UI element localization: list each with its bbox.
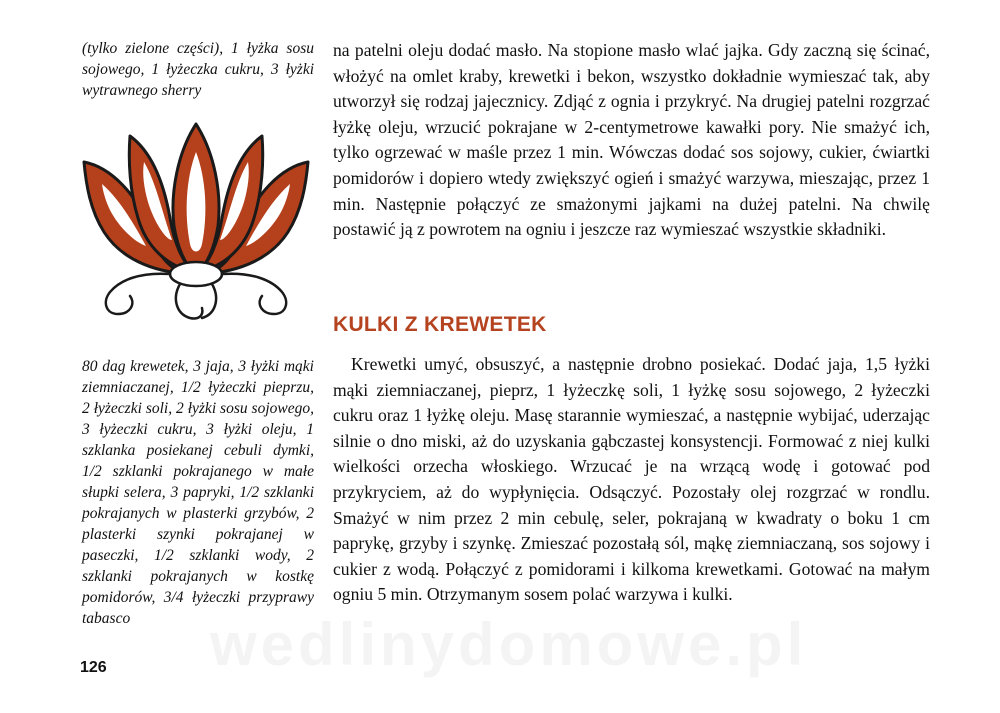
recipe-text-shrimp-balls: Krewetki umyć, obsuszyć, a następnie drobno posiekać. Dodać jaja, 1,5 łyżki mąki ziemniaczanej, pieprz, 1 łyżeczkę soli, 1 łyżkę sosu sojowego, 2 łyżeczki cukru oraz 1 łyżkę oleju. Masę starannie wymieszać, a następnie wybijać, uderzając silnie o dno miski, aż do uzyskania gąbczastej konsystencji. Formować z niej kulki wielkości orzecha włoskiego. Wrzucać je na wrzącą wodę i gotować pod przykryciem, aż do wypłynięcia. Odsączyć. Pozostały olej rozgrzać w rondlu. Smażyć w nim przez 2 min cebulę, seler, pokrajaną w kwadraty o boku 1 cm paprykę, grzyby i szynkę. Zmieszać pozostałą sól, mąkę ziemniaczaną, sos sojowy i cukier z wodą. Połączyć z pomidorami i kilkoma krewetkami. Gotować na małym ogniu 5 min. Otrzymanym sosem polać warzywa i kulki.: [333, 354, 930, 605]
recipe-heading: KULKI Z KREWETEK: [333, 313, 547, 336]
lotus-flower-illustration: [80, 122, 312, 328]
page-number: 126: [80, 659, 107, 676]
ingredients-continued: (tylko zielone części), 1 łyżka sosu sojowego, 1 łyżeczka cukru, 3 łyżki wytrawnego sherry: [82, 40, 314, 99]
watermark: [210, 610, 807, 679]
ingredients-shrimp-balls: 80 dag krewetek, 3 jaja, 3 łyżki mąki ziemniaczanej, 1/2 łyżeczki pieprzu, 2 łyżeczki soli, 2 łyżki sosu sojowego, 3 łyżeczki cukru, 3 łyżki oleju, 1 szklanka posiekanej cebuli dymki, 1/2 szklanki pokrajanego w małe słupki selera, 3 papryki, 1/2 szklanki pokrajanych w plasterki grzybów, 2 plasterki szynki pokrajanej w paseczki, 1/2 szklanki wody, 2 szklanki pokrajanych w kostkę pomidorów, 3/4 łyżeczki przyprawy tabasco: [82, 358, 314, 627]
recipe-text-continued: na patelni oleju dodać masło. Na stopione masło wlać jajka. Gdy zaczną się ścinać, włożyć na omlet kraby, krewetki i bekon, wszystko dokładnie wymieszać tak, aby utworzył się rodzaj jajecznicy. Zdjąć z ognia i przykryć. Na drugiej patelni rozgrzać łyżkę oleju, wrzucić pokrajane w 2-centymetrowe kawałki pory. Nie smażyć ich, tylko ogrzewać w maśle przez 1 min. Wówczas dodać sos sojowy, cukier, ćwiartki pomidorów i dopiero wtedy zwiększyć ogień i smażyć warzywa, mieszając, przez 1 min. Następnie połączyć ze smażonymi jajkami na dużej patelni. Na chwilę postawić ją z powrotem na ogniu i jeszcze raz wymieszać wszystkie składniki.: [333, 40, 930, 240]
